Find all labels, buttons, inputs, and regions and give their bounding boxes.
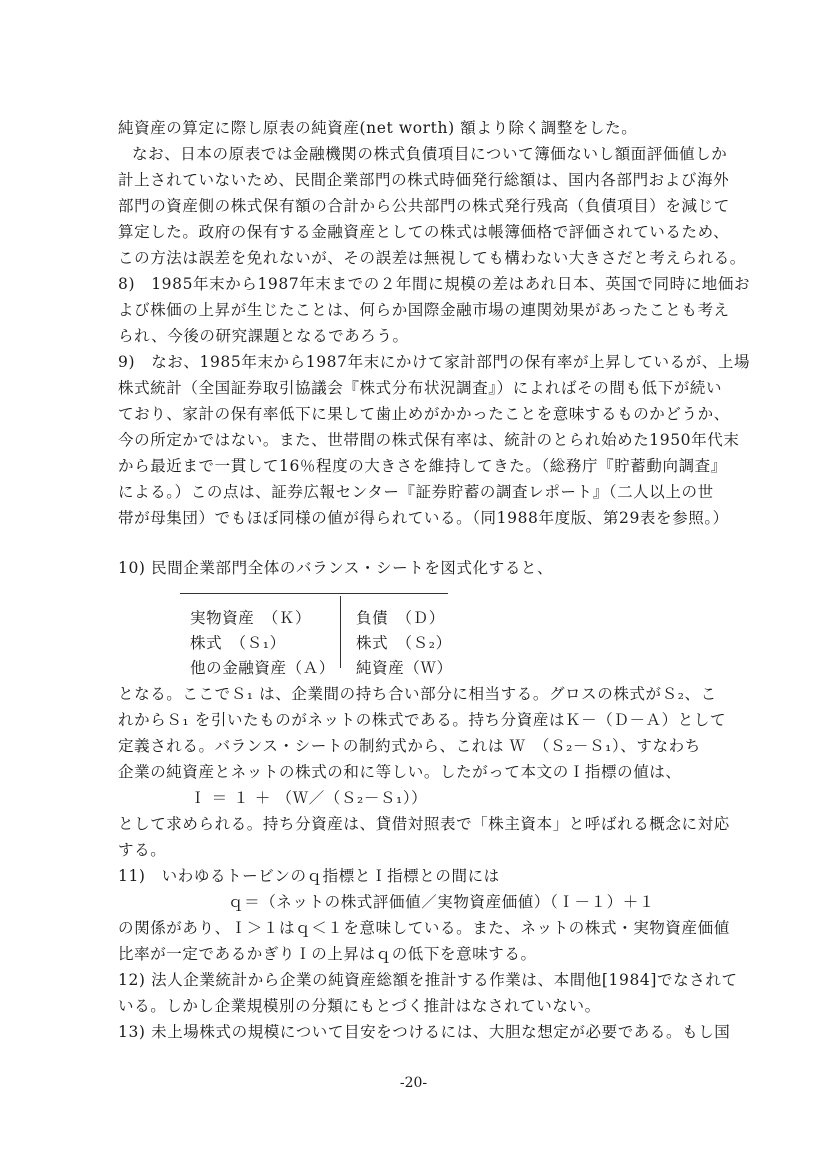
equation: ｑ＝（ネットの株式評価値／実物資産価値）（Ｉ－１）＋１ xyxy=(228,893,655,911)
bs-right-item: 株式 （Ｓ₂） xyxy=(356,634,452,652)
text-line: 定義される。バランス・シートの制約式から、これは Ｗ （Ｓ₂－Ｓ₁）、すなわち xyxy=(118,737,701,755)
text-line: 計上されていないため、民間企業部門の株式時価発行総額は、国内各部門および海外 xyxy=(118,171,730,189)
text-line: 帯が母集団）でもほぼ同様の値が得られている。（同1988年度版、第29表を参照。） xyxy=(118,509,729,527)
text-line: 今の所定かではない。また、世帯間の株式保有率は、統計のとられ始めた1950年代末 xyxy=(118,431,740,449)
text-line: として求められる。持ち分資産は、貸借対照表で「株主資本」と呼ばれる概念に対応 xyxy=(118,815,730,833)
bs-left-item: 株式 （Ｓ₁） xyxy=(190,634,286,652)
footnote-10: 10) 民間企業部門全体のバランス・シートを図式化すると、 xyxy=(118,559,554,577)
text-line: 純資産の算定に際し原表の純資産(net worth) 額より除く調整をした。 xyxy=(118,119,638,137)
text-line: れからＳ₁ を引いたものがネットの株式である。持ち分資産はＫ－（Ｄ－Ａ）として xyxy=(118,711,727,729)
bs-right-item: 負債 （Ｄ） xyxy=(356,609,445,627)
balance-sheet-divider xyxy=(340,596,341,668)
footnote-12: 12) 法人企業統計から企業の純資産総額を推計する作業は、本間他[1984]でなされて xyxy=(118,971,738,989)
text-line: の関係があり、Ｉ＞１はｑ＜１を意味している。また、ネットの株式・実物資産価値 xyxy=(118,919,730,937)
footnote-9: 9) なお、1985年末から1987年末にかけて家計部門の保有率が上昇しているが、上場 xyxy=(118,353,751,371)
text-line: 部門の資産側の株式保有額の合計から公共部門の株式発行残高（負債項目）を減じて xyxy=(118,197,730,215)
bs-left-item: 他の金融資産（Ａ） xyxy=(190,659,335,677)
balance-sheet-top-rule xyxy=(180,593,448,594)
text-line: 株式統計（全国証券取引協議会『株式分布状況調査』）によればその間も低下が続い xyxy=(118,379,723,397)
text-line: よび株価の上昇が生じたことは、何らか国際金融市場の連関効果があったことも考え xyxy=(118,301,730,319)
text-line: ており、家計の保有率低下に果して歯止めがかかったことを意味するものかどうか、 xyxy=(118,405,730,423)
text-line: 企業の純資産とネットの株式の和に等しい。したがって本文のＩ指標の値は、 xyxy=(118,763,682,781)
text-line: なお、日本の原表では金融機関の株式負債項目について簿価ないし額面評価値しか xyxy=(132,145,728,163)
text-line: いる。しかし企業規模別の分類にもとづく推計はなされていない。 xyxy=(118,997,601,1015)
text-line: による。）この点は、証券広報センター『証券貯蓄の調査レポート』（二人以上の世 xyxy=(118,483,714,501)
equation: Ｉ ＝ １ ＋ （Ｗ／（Ｓ₂－Ｓ₁）） xyxy=(190,789,428,807)
footnote-11: 11) いわゆるトービンのｑ指標とＩ指標との間には xyxy=(118,867,500,885)
bs-left-item: 実物資産 （Ｋ） xyxy=(190,609,312,627)
footnote-13: 13) 未上場株式の規模について目安をつけるには、大胆な想定が必要である。もし国 xyxy=(118,1023,731,1041)
text-line: する。 xyxy=(118,841,167,859)
text-line: となる。ここでＳ₁ は、企業間の持ち合い部分に相当する。グロスの株式がＳ₂、こ xyxy=(118,685,717,703)
text-line: 算定した。政府の保有する金融資産としての株式は帳簿価格で評価されているため、 xyxy=(118,223,730,241)
text-line: 比率が一定であるかぎりＩの上昇はｑの低下を意味する。 xyxy=(118,945,537,963)
text-line: この方法は誤差を免れないが、その誤差は無視しても構わない大きさだと考えられる。 xyxy=(118,249,746,267)
page-number: -20- xyxy=(399,1075,428,1091)
bs-right-item: 純資産（Ｗ） xyxy=(356,659,453,677)
footnote-8: 8) 1985年末から1987年末までの２年間に規模の差はあれ日本、英国で同時に地価お xyxy=(118,275,751,293)
text-line: から最近まで一貫して16％程度の大きさを維持してきた。（総務庁『貯蓄動向調査』 xyxy=(118,457,727,475)
text-line: られ、今後の研究課題となるであろう。 xyxy=(118,327,409,345)
